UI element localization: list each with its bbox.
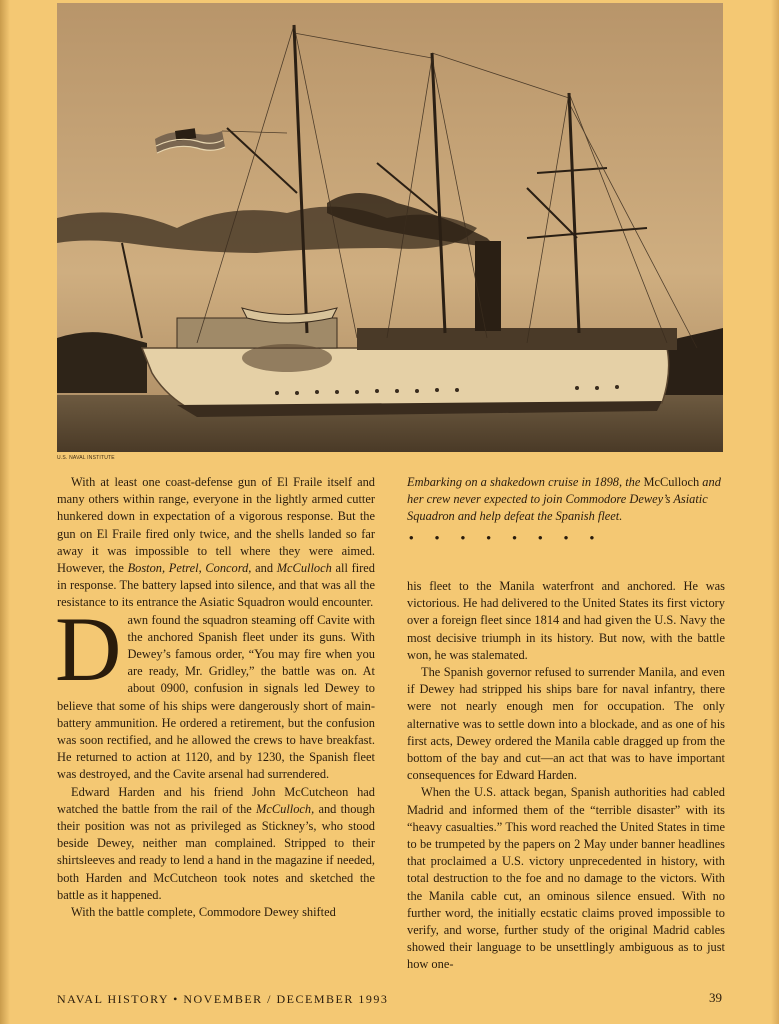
page-edge [0,0,10,1024]
paragraph: The Spanish governor refused to surrender Manila, and even if Dewey had stripped his ships bare for naval infantry, there were not nearly enough men for occupation. The only alternative was to settle down into a blockade, and as one of his first acts, Dewey ordered the Manila cable dragged up from the bottom of the bay and cut—an act that was to have important consequences for Edward Harden. [407,665,725,783]
paragraph: Dawn found the squadron steaming off Cavite with the anchored Spanish fleet under its guns. With Dewey’s famous order, “You may fire when you are ready, Mr. Gridley,” the battle was on. At about 0900, confusion in signals led Dewey to believe that some of his ships were dangerously short of main-battery ammunition. He ordered a retirement, but the confusion was soon rectified, and he allowed the crews to have breakfast. He returned to action at 1120, and by 1230, the Spanish fleet was destroyed, and the Cavite arsenal had surrendered. [55,597,375,782]
page-number: 39 [709,990,722,1005]
photo-caption: Embarking on a shakedown cruise in 1898, the McCulloch and her crew never expected to join Commodore Dewey’s Asiatic Squadron and help defeat the Spanish fleet. [407,475,721,524]
funnel [475,241,501,331]
paragraph: With at least one coast-defense gun of El Fraile itself and many others within range, everyone in the lightly armed cutter hunkered down in expectation of a vigorous response. But the gun on El Fraile fired only twice, and the shells landed so far away it was impossible to tell where they were aimed. However, the Boston, Petrel, Concord, and McCulloch all fired in response. The battery lapsed into silence, and that was all the resistance to its entrance the Asiatic Squadron would encounter. [57,475,375,610]
ship-photo [57,3,723,452]
publication-footer: NAVAL HISTORY • NOVEMBER / DECEMBER 1993 [57,992,389,1006]
paragraph: Edward Harden and his friend John McCutcheon had watched the battle from the rail of the McCulloch, and though their position was not as privileged as Stickney’s, who stood beside Dewey, neither man complained. Stripped to their shirtsleeves and ready to lend a hand in the magazine if needed, both Harden and McCutcheon took notes and sketched the battle as it happened. [57,784,375,902]
paragraph: his fleet to the Manila waterfront and anchored. He was victorious. He had delivered to the United States its first victory over a foreign fleet since 1814 and had given the U.S. Navy the most decisive triumph in its history. But now, with the battle won, he was stalemated. [407,579,725,662]
left-column [57,474,375,921]
paragraph: With the battle complete, Commodore Dewey shifted [71,905,336,920]
drop-cap: D [55,597,122,700]
section-divider: • • • • • • • • [409,530,604,545]
paragraph: When the U.S. attack began, Spanish authorities had cabled Madrid and informed them of the “terrible disaster” with its “heavy casualties.” This word reached the United States in time to be trumpeted by the papers on 2 May under banner headlines that proclaimed a U.S. victory unprecedented in history, with total destruction to the foe and no damage to the victors. With the Manila cable cut, an ominous silence ensued. With no further word, the initially ecstatic claims proved impossible to verify, and worse, further study of the original Madrid cables showed their language to be unsettlingly ambiguous as to just how one- [407,785,725,972]
photo-credit: U.S. NAVAL INSTITUTE [57,455,115,461]
page-edge [771,0,779,1024]
right-column [407,578,725,974]
